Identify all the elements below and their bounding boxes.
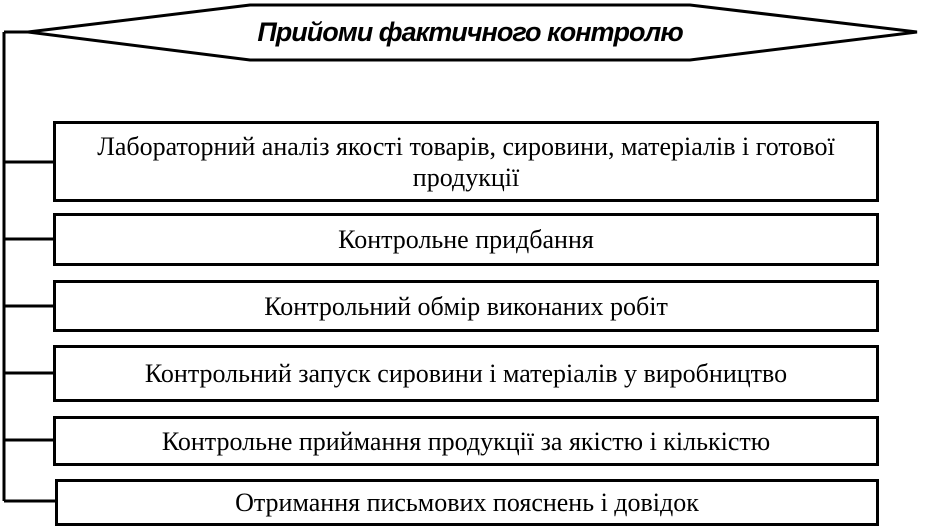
item-label: Контрольний обмір виконаних робіт <box>264 291 668 321</box>
item-label: Контрольне приймання продукції за якістю і кількістю <box>161 426 771 456</box>
item-label: Лабораторний аналіз якості товарів, сировини, матеріалів і готової продукції <box>97 131 835 192</box>
item-box-written-explanations <box>55 479 879 526</box>
item-label: Контрольний запуск сировини і матеріалів у виробництво <box>144 359 788 388</box>
item-box-control-measurement <box>53 280 879 332</box>
item-label: Контрольне придбання <box>338 225 594 254</box>
item-label: Отримання письмових пояснень і довідок <box>235 488 699 517</box>
diagram-title: Прийоми фактичного контролю <box>257 16 683 47</box>
item-box-control-purchase <box>53 213 879 266</box>
item-box-control-acceptance <box>53 416 879 466</box>
item-box-control-launch <box>53 345 879 402</box>
item-box-lab-analysis <box>53 121 879 202</box>
